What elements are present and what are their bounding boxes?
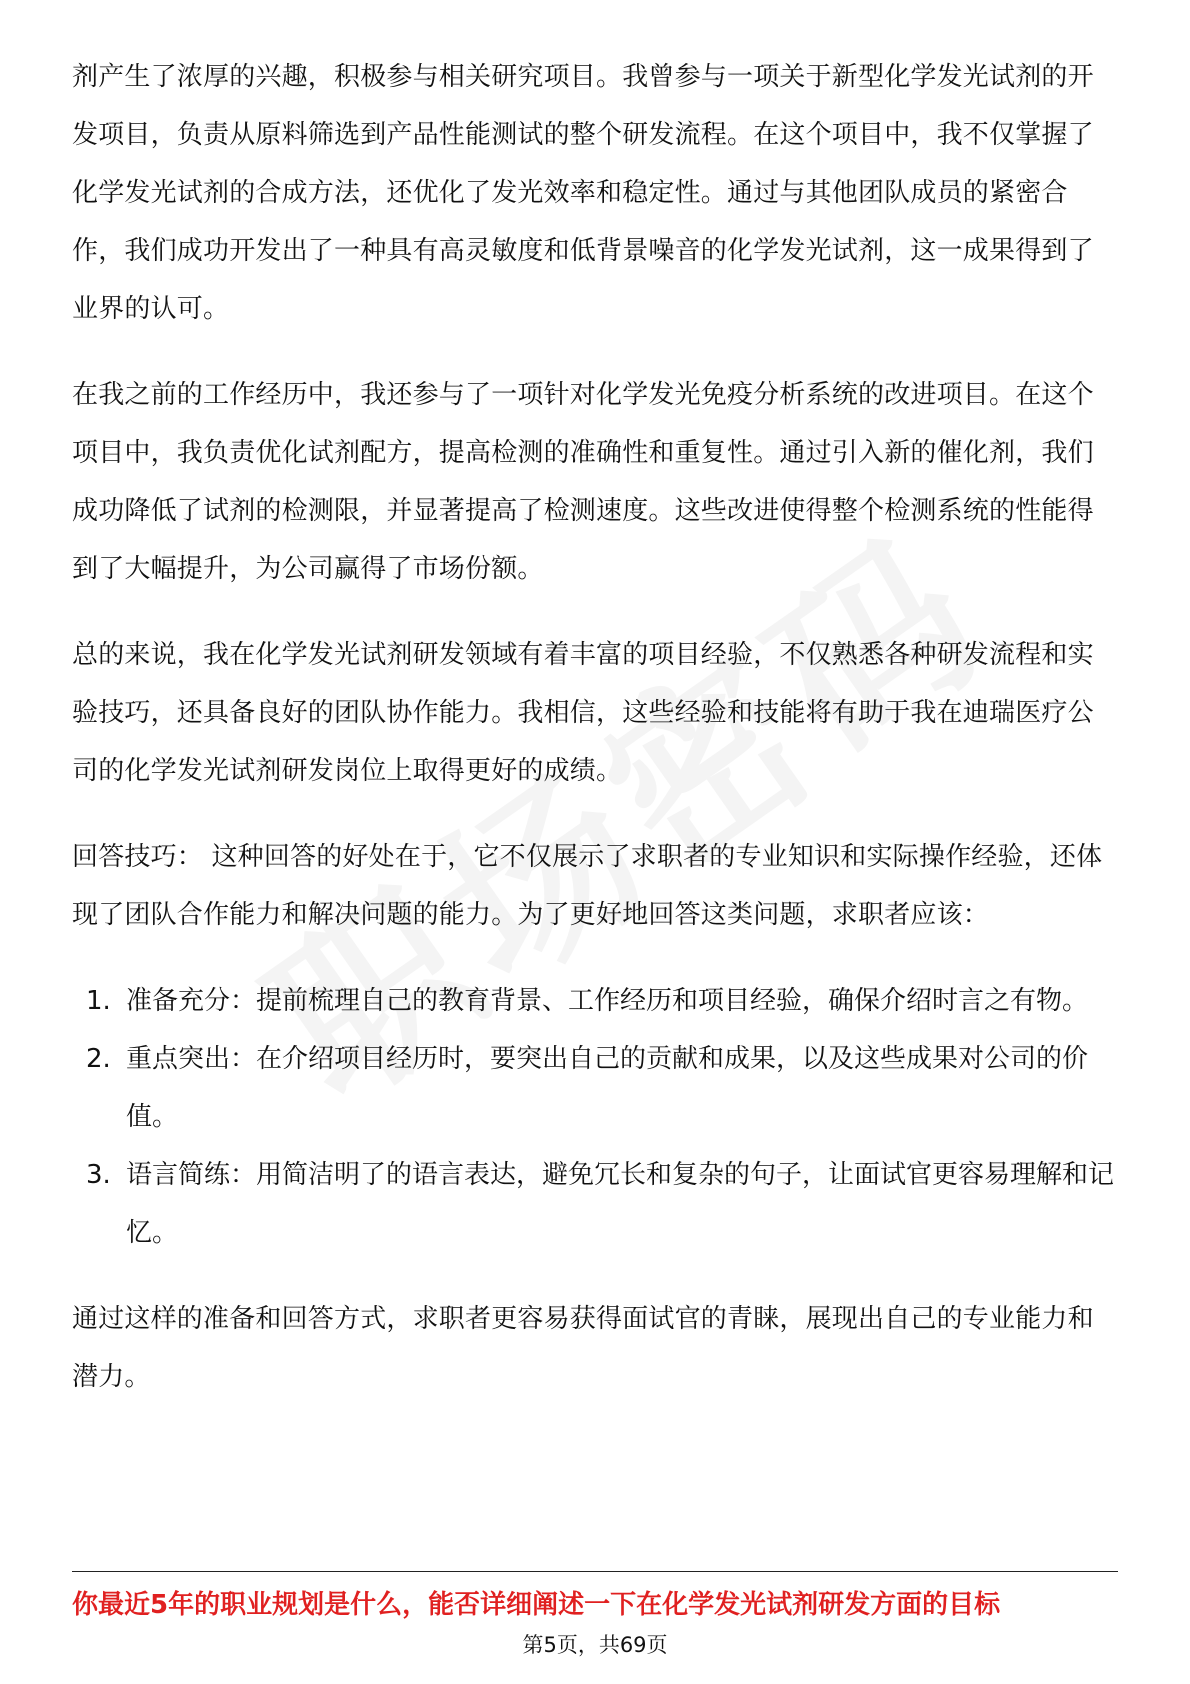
answer-paragraph-2: 在我之前的工作经历中，我还参与了一项针对化学发光免疫分析系统的改进项目。在这个项目中，我负责优化试剂配方，提高检测的准确性和重复性。通过引入新的催化剂，我们成功降低了试剂的检测限，并显著提高了检测速度。这些改进使得整个检测系统的性能得到了大幅提升，为公司赢得了市场份额。 [72, 380, 1094, 584]
section-divider [72, 1571, 1118, 1572]
list-item-text: 语言简练：用简洁明了的语言表达，避免冗长和复杂的句子，让面试官更容易理解和记忆。 [126, 1160, 1115, 1248]
next-question-heading: 你最近5年的职业规划是什么，能否详细阐述一下在化学发光试剂研发方面的目标 [72, 1590, 1001, 1620]
tips-list [72, 972, 1118, 1262]
list-item-text: 准备充分：提前梳理自己的教育背景、工作经历和项目经验，确保介绍时言之有物。 [126, 986, 1089, 1016]
closing-paragraph: 通过这样的准备和回答方式，求职者更容易获得面试官的青睐，展现出自己的专业能力和潜力。 [72, 1304, 1094, 1392]
answer-paragraph-3: 总的来说，我在化学发光试剂研发领域有着丰富的项目经验，不仅熟悉各种研发流程和实验技巧，还具备良好的团队协作能力。我相信，这些经验和技能将有助于我在迪瑞医疗公司的化学发光试剂研发岗位上取得更好的成绩。 [72, 640, 1094, 786]
answer-tips-intro: 回答技巧： 这种回答的好处在于，它不仅展示了求职者的专业知识和实际操作经验，还体现了团队合作能力和解决问题的能力。为了更好地回答这类问题，求职者应该： [72, 842, 1103, 930]
list-item-number: 3. [86, 1160, 111, 1190]
list-item [72, 1146, 1118, 1262]
list-item-number: 2. [86, 1044, 111, 1074]
list-item-number: 1. [86, 986, 111, 1016]
list-item [72, 972, 1118, 1030]
list-item [72, 1030, 1118, 1146]
answer-content [72, 48, 1118, 1434]
list-item-text: 重点突出：在介绍项目经历时，要突出自己的贡献和成果，以及这些成果对公司的价值。 [126, 1044, 1089, 1132]
answer-paragraph-1: 剂产生了浓厚的兴趣，积极参与相关研究项目。我曾参与一项关于新型化学发光试剂的开发项目，负责从原料筛选到产品性能测试的整个研发流程。在这个项目中，我不仅掌握了化学发光试剂的合成方法，还优化了发光效率和稳定性。通过与其他团队成员的紧密合作，我们成功开发出了一种具有高灵敏度和低背景噪音的化学发光试剂，这一成果得到了业界的认可。 [72, 62, 1094, 324]
page-number: 第5页，共69页 [522, 1633, 668, 1657]
